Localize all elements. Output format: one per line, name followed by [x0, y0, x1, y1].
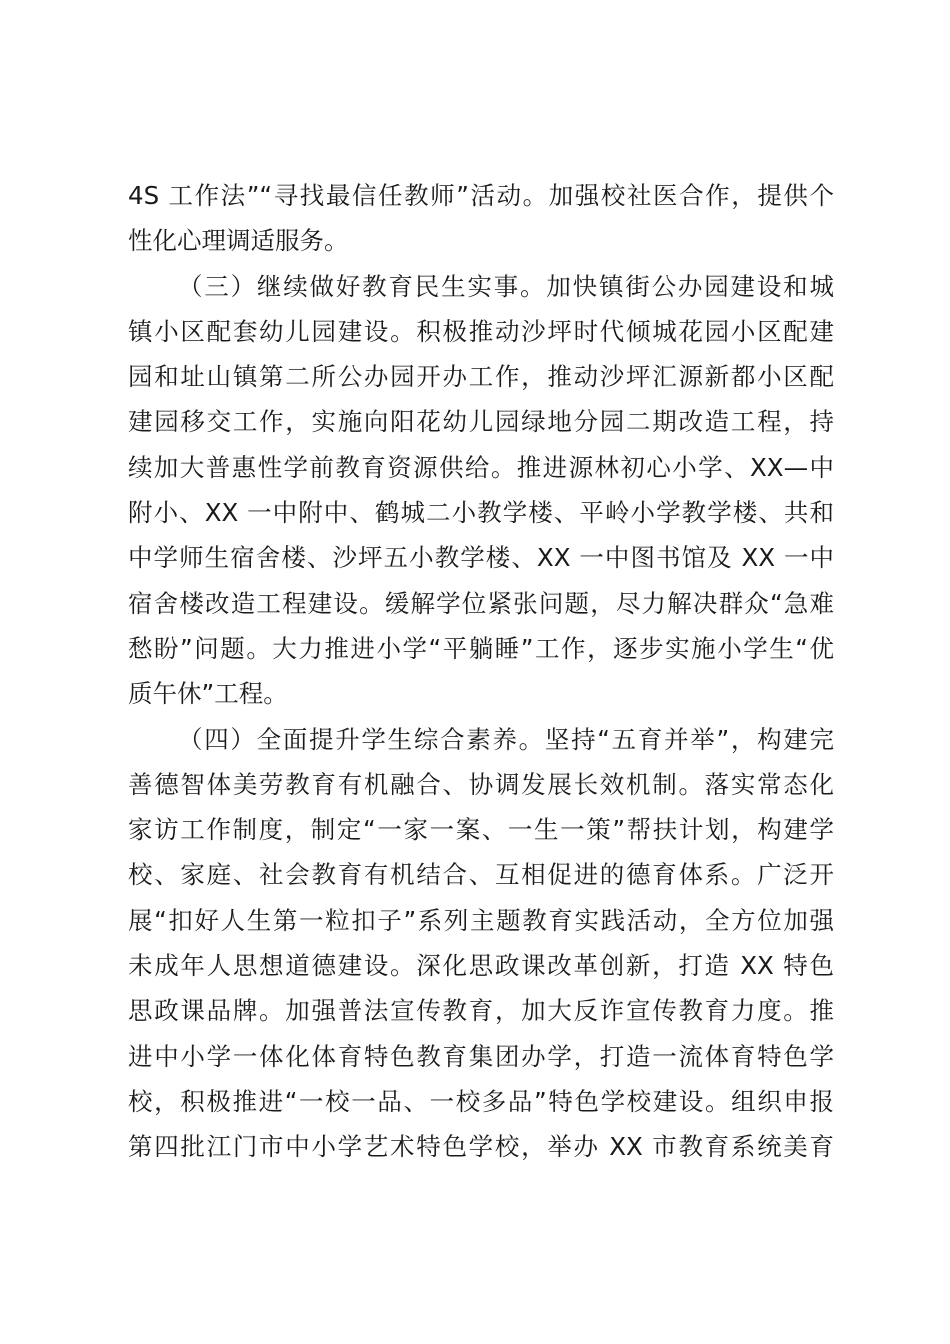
text-line: 续加大普惠性学前教育资源供给。推进源林初心小学、XX—中 — [128, 452, 834, 482]
text-line: 展“扣好人生第一粒扣子”系列主题教育实践活动，全方位加强 — [128, 905, 834, 935]
text-line: 未成年人思想道德建设。深化思政课改革创新，打造 XX 特色 — [128, 951, 834, 981]
text-line: 进中小学一体化体育特色教育集团办学，打造一流体育特色学 — [128, 1041, 834, 1071]
text-line: 4S 工作法”“寻找最信任教师”活动。加强校社医合作，提供个 — [128, 181, 834, 210]
text-line: 家访工作制度，制定“一家一案、一生一策”帮扶计划，构建学 — [128, 815, 834, 845]
text-line: 附小、XX 一中附中、鹤城二小教学楼、平岭小学教学楼、共和 — [128, 498, 834, 528]
text-line: 第四批江门市中小学艺术特色学校，举办 XX 市教育系统美育 — [128, 1132, 834, 1162]
text-line: 校，积极推进“一校一品、一校多品”特色学校建设。组织申报 — [128, 1086, 834, 1116]
text-line: 思政课品牌。加强普法宣传教育，加大反诈宣传教育力度。推 — [128, 996, 834, 1026]
text-line: 园和址山镇第二所公办园开办工作，推动沙坪汇源新都小区配 — [128, 362, 834, 392]
text-line: 质午休”工程。 — [128, 679, 288, 709]
section-heading-line: （四）全面提升学生综合素养。坚持“五育并举”，构建完 — [178, 724, 834, 754]
text-line: 愁盼”问题。大力推进小学“平躺睡”工作，逐步实施小学生“优 — [128, 633, 834, 663]
document-body — [128, 173, 834, 1170]
text-line: 宿舍楼改造工程建设。缓解学位紧张问题，尽力解决群众“急难 — [128, 588, 834, 618]
text-line: 校、家庭、社会教育有机结合、互相促进的德育体系。广泛开 — [128, 860, 834, 890]
text-line: 中学师生宿舍楼、沙坪五小教学楼、XX 一中图书馆及 XX 一中 — [128, 543, 834, 573]
text-line: 性化心理调适服务。 — [128, 226, 349, 256]
text-line: 镇小区配套幼儿园建设。积极推动沙坪时代倾城花园小区配建 — [128, 316, 834, 346]
section-heading-line: （三）继续做好教育民生实事。加快镇街公办园建设和城 — [178, 271, 834, 301]
text-line: 建园移交工作，实施向阳花幼儿园绿地分园二期改造工程，持 — [128, 407, 834, 437]
text-line: 善德智体美劳教育有机融合、协调发展长效机制。落实常态化 — [128, 769, 834, 799]
